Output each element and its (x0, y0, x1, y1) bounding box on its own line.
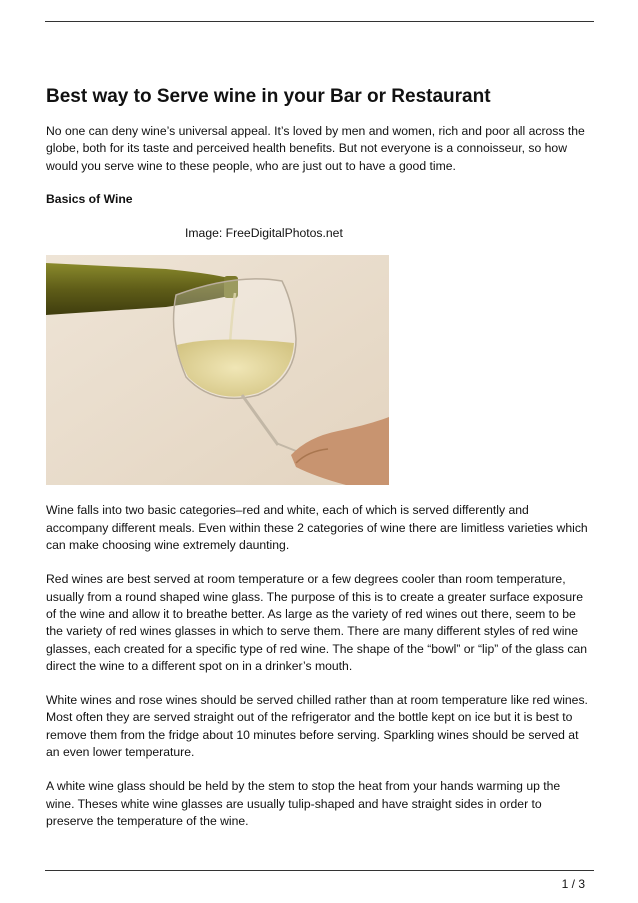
page-number: 1 / 3 (561, 877, 585, 891)
paragraph: White wines and rose wines should be served chilled rather than at room temperature like red wines. Most often they are served straight out of the refrigerator and the bottle kept on ice but it is best to remove them from the fridge about 10 minutes before serving. Sparkling wines should be served at an even lower temperature. (46, 693, 588, 760)
footer-rule (45, 870, 594, 871)
intro-paragraph: No one can deny wine’s universal appeal. It’s loved by men and women, rich and poor all across the globe, both for its taste and perceived health benefits. But not everyone is a connoisseur, so how would you serve wine to these people, who are just out to have a good time. (46, 124, 585, 173)
white-wine-pouring-photo (46, 255, 389, 485)
header-rule (45, 21, 594, 22)
paragraph: Wine falls into two basic categories–red and white, each of which is served differently and accompany different meals. Even within these 2 categories of wine there are limitless varieties which can make choosing wine extremely daunting. (46, 503, 588, 553)
document-body (46, 85, 592, 830)
image-credit: Image: FreeDigitalPhotos.net (185, 226, 343, 241)
page-title: Best way to Serve wine in your Bar or Restaurant (46, 86, 491, 107)
paragraph: A white wine glass should be held by the stem to stop the heat from your hands warming up the wine. Theses white wine glasses are usually tulip-shaped and have straight sides in order to preserve the temperature of the wine. (46, 779, 561, 828)
section-heading: Basics of Wine (46, 191, 133, 206)
paragraph: Red wines are best served at room temperature or a few degrees cooler than room temperature, usually from a round shaped wine glass. The purpose of this is to create a greater surface exposure of the wine and allow it to breathe better. As large as the variety of red wines out there, seem to be the variety of red wines glasses in which to serve them. There are many different styles of red wine glasses, each created for a specific type of red wine. The shape of the “bowl” or “lip” of the glass can direct the wine to a different spot on in a drinker’s mouth. (46, 572, 588, 673)
